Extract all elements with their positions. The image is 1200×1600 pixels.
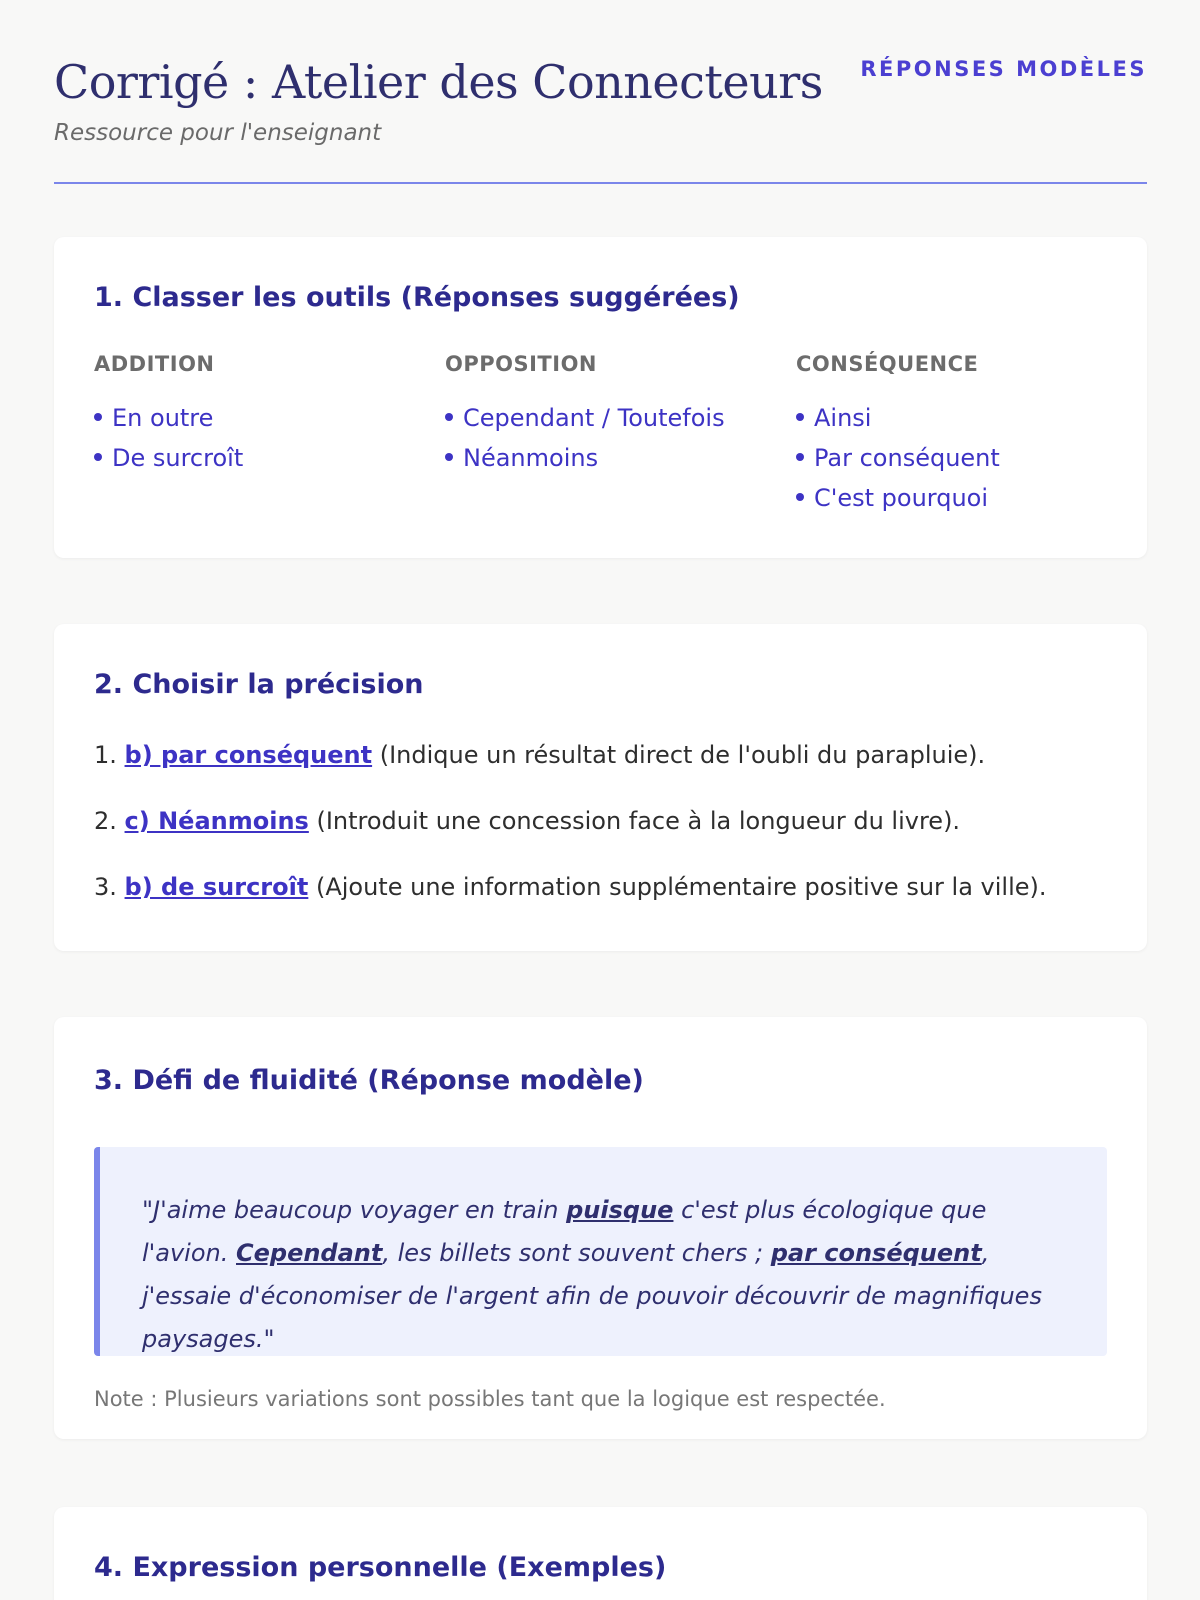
answer-choice: b) de surcroît — [124, 873, 309, 901]
bullet-icon — [94, 413, 102, 421]
list-item: De surcroît — [94, 438, 243, 478]
list-item: En outre — [94, 398, 243, 438]
answer-item: 1. b) par conséquent (Indique un résultat direct de l'oubli du parapluie). — [94, 741, 986, 769]
section-heading: 2. Choisir la précision — [94, 669, 424, 700]
answer-explanation: (Ajoute une information supplémentaire positive sur la ville). — [308, 873, 1047, 901]
header-tag: RÉPONSES MODÈLES — [860, 57, 1147, 81]
bullet-icon — [445, 413, 453, 421]
bullet-icon — [94, 453, 102, 461]
column-title: CONSÉQUENCE — [796, 352, 979, 376]
answer-explanation: (Introduit une concession face à la longueur du livre). — [308, 807, 961, 835]
section-note: Note : Plusieurs variations sont possibles tant que la logique est respectée. — [94, 1387, 886, 1411]
model-answer-quote: "J'aime beaucoup voyager en train puisque c'est plus écologique que l'avion. Cependant, les billets sont souvent chers ; par conséquent, j'essaie d'économiser de l'argent afin de pouvoir découvrir de magnifiques paysages." — [94, 1147, 1107, 1356]
answer-choice: c) Néanmoins — [124, 807, 309, 835]
page-subtitle: Ressource pour l'enseignant — [54, 120, 382, 146]
answer-item: 3. b) de surcroît (Ajoute une information supplémentaire positive sur la ville). — [94, 873, 1047, 901]
bullet-icon — [796, 493, 804, 501]
answer-item: 2. c) Néanmoins (Introduit une concession face à la longueur du livre). — [94, 807, 961, 835]
section-fluency-challenge — [54, 1017, 1147, 1439]
section-choose-precision — [54, 624, 1147, 951]
bullet-icon — [796, 453, 804, 461]
section-heading: 4. Expression personnelle (Exemples) — [94, 1552, 667, 1583]
connector-keyword: puisque — [566, 1196, 674, 1224]
bullet-icon — [796, 413, 804, 421]
page-title: Corrigé : Atelier des Connecteurs — [54, 55, 823, 109]
answer-choice: b) par conséquent — [124, 741, 373, 769]
answer-key-page — [54, 0, 1147, 1583]
section-personal-expression — [54, 1507, 1147, 1600]
bullet-icon — [445, 453, 453, 461]
list-item: Ainsi — [796, 398, 1000, 438]
column-consequence — [796, 352, 1000, 518]
list-item: Par conséquent — [796, 438, 1000, 478]
section-heading: 3. Défi de fluidité (Réponse modèle) — [94, 1065, 644, 1096]
section-classify-tools — [54, 237, 1147, 558]
column-title: ADDITION — [94, 352, 215, 376]
section-heading: 1. Classer les outils (Réponses suggérées) — [94, 282, 740, 313]
list-item: Cependant / Toutefois — [445, 398, 725, 438]
column-addition — [94, 352, 243, 478]
list-item: C'est pourquoi — [796, 478, 1000, 518]
answer-explanation: (Indique un résultat direct de l'oubli du parapluie). — [372, 741, 986, 769]
connector-keyword: Cependant — [236, 1239, 383, 1267]
connector-keyword: par conséquent — [770, 1239, 982, 1267]
list-item: Néanmoins — [445, 438, 725, 478]
page-header — [54, 0, 1147, 184]
column-title: OPPOSITION — [445, 352, 597, 376]
column-opposition — [445, 352, 725, 478]
